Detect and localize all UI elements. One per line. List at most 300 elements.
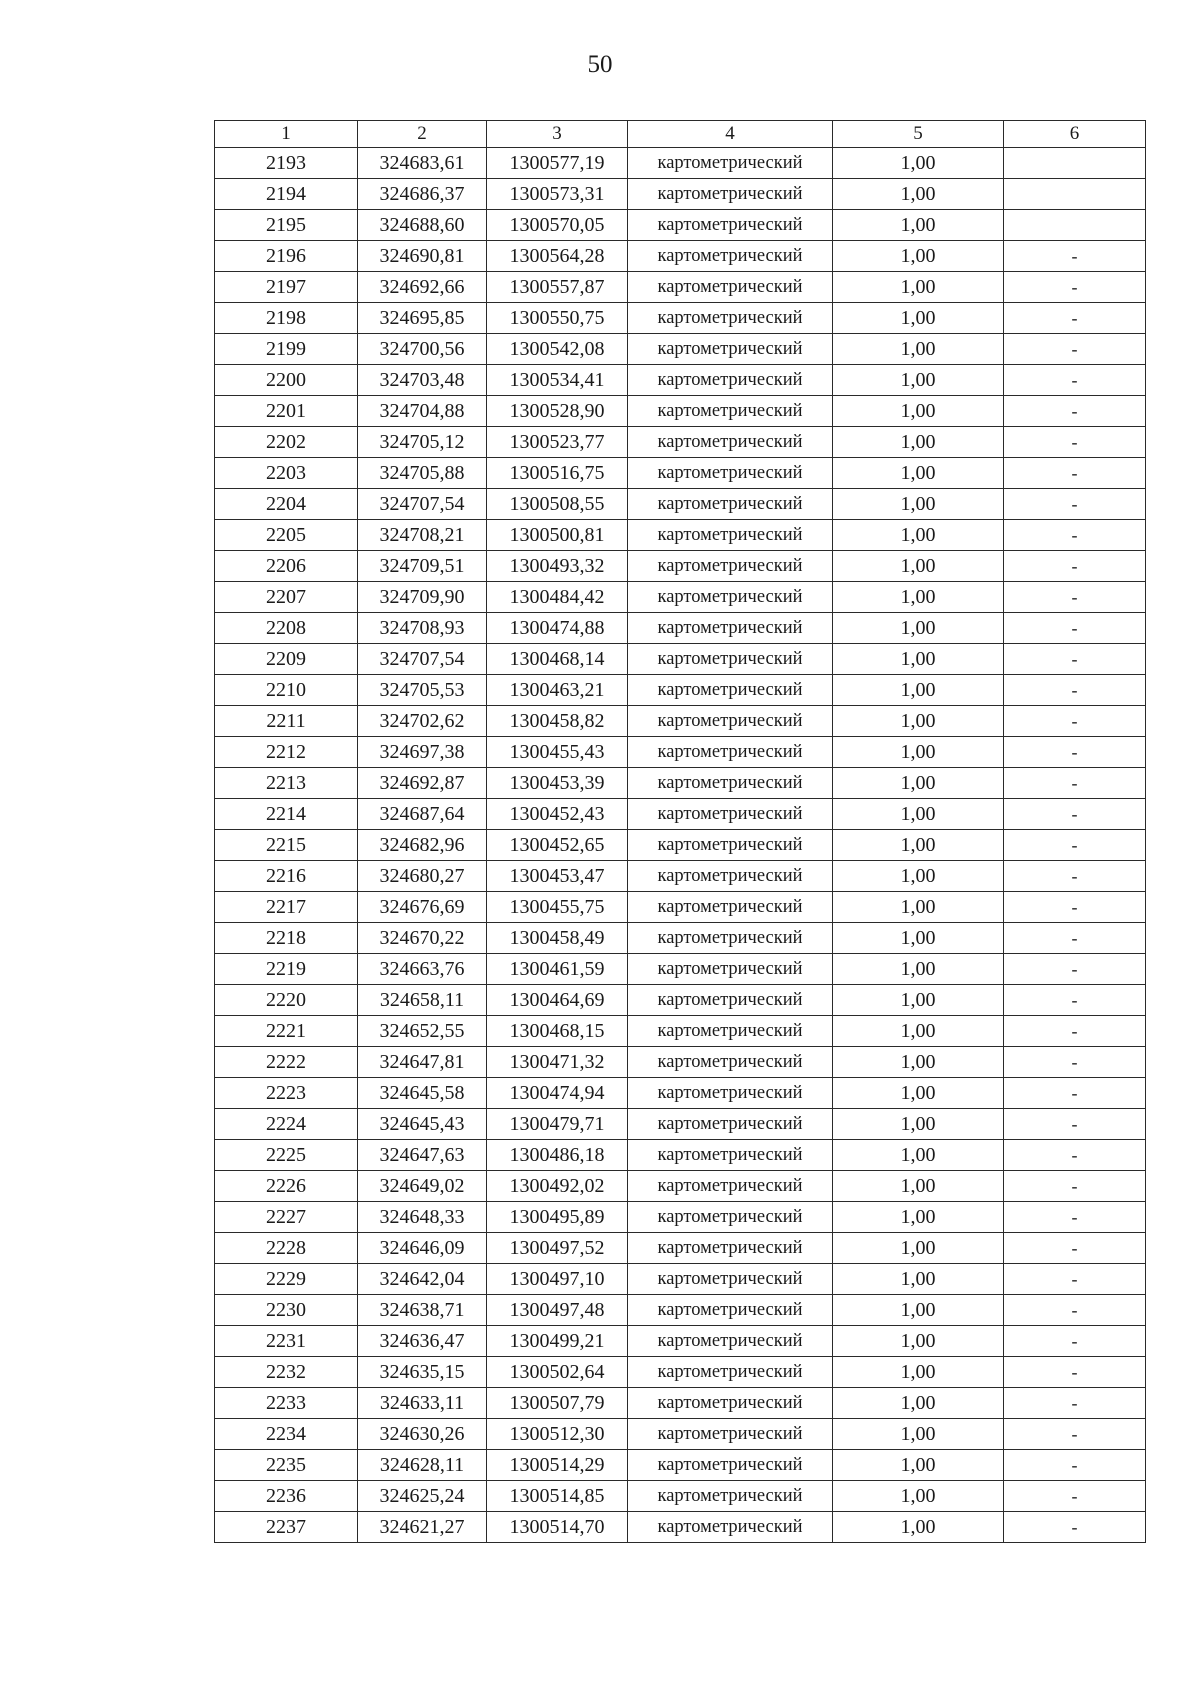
accuracy-cell: 1,00	[833, 458, 1004, 489]
accuracy-cell: 1,00	[833, 1419, 1004, 1450]
note-cell: -	[1004, 1078, 1146, 1109]
column-header-4: 4	[628, 121, 833, 148]
point-number-cell: 2202	[215, 427, 358, 458]
accuracy-cell: 1,00	[833, 830, 1004, 861]
y-coordinate-cell: 1300497,48	[487, 1295, 628, 1326]
point-number-cell: 2226	[215, 1171, 358, 1202]
note-cell: -	[1004, 737, 1146, 768]
table-row	[215, 334, 1146, 365]
table-row	[215, 830, 1146, 861]
y-coordinate-cell: 1300514,70	[487, 1512, 628, 1543]
point-number-cell: 2196	[215, 241, 358, 272]
column-header-6: 6	[1004, 121, 1146, 148]
accuracy-cell: 1,00	[833, 551, 1004, 582]
accuracy-cell: 1,00	[833, 892, 1004, 923]
column-header-5: 5	[833, 121, 1004, 148]
x-coordinate-cell: 324646,09	[358, 1233, 487, 1264]
method-cell: картометрический	[628, 520, 833, 551]
y-coordinate-cell: 1300542,08	[487, 334, 628, 365]
accuracy-cell: 1,00	[833, 1202, 1004, 1233]
x-coordinate-cell: 324692,87	[358, 768, 487, 799]
method-cell: картометрический	[628, 706, 833, 737]
x-coordinate-cell: 324707,54	[358, 644, 487, 675]
accuracy-cell: 1,00	[833, 1109, 1004, 1140]
x-coordinate-cell: 324670,22	[358, 923, 487, 954]
table-row	[215, 210, 1146, 241]
note-cell: -	[1004, 1016, 1146, 1047]
note-cell: -	[1004, 365, 1146, 396]
note-cell: -	[1004, 241, 1146, 272]
point-number-cell: 2222	[215, 1047, 358, 1078]
method-cell: картометрический	[628, 489, 833, 520]
method-cell: картометрический	[628, 613, 833, 644]
note-cell: -	[1004, 1357, 1146, 1388]
point-number-cell: 2193	[215, 148, 358, 179]
accuracy-cell: 1,00	[833, 1295, 1004, 1326]
x-coordinate-cell: 324697,38	[358, 737, 487, 768]
y-coordinate-cell: 1300471,32	[487, 1047, 628, 1078]
column-header-2: 2	[358, 121, 487, 148]
method-cell: картометрический	[628, 396, 833, 427]
y-coordinate-cell: 1300508,55	[487, 489, 628, 520]
note-cell: -	[1004, 1388, 1146, 1419]
table-row	[215, 1202, 1146, 1233]
x-coordinate-cell: 324638,71	[358, 1295, 487, 1326]
point-number-cell: 2223	[215, 1078, 358, 1109]
note-cell: -	[1004, 923, 1146, 954]
point-number-cell: 2194	[215, 179, 358, 210]
method-cell: картометрический	[628, 1047, 833, 1078]
table-row	[215, 1357, 1146, 1388]
x-coordinate-cell: 324633,11	[358, 1388, 487, 1419]
table-row	[215, 396, 1146, 427]
table-row	[215, 241, 1146, 272]
accuracy-cell: 1,00	[833, 613, 1004, 644]
table-row	[215, 1264, 1146, 1295]
point-number-cell: 2227	[215, 1202, 358, 1233]
accuracy-cell: 1,00	[833, 520, 1004, 551]
note-cell: -	[1004, 675, 1146, 706]
x-coordinate-cell: 324686,37	[358, 179, 487, 210]
method-cell: картометрический	[628, 830, 833, 861]
y-coordinate-cell: 1300512,30	[487, 1419, 628, 1450]
x-coordinate-cell: 324709,51	[358, 551, 487, 582]
y-coordinate-cell: 1300461,59	[487, 954, 628, 985]
x-coordinate-cell: 324648,33	[358, 1202, 487, 1233]
table-row	[215, 1512, 1146, 1543]
table-row	[215, 179, 1146, 210]
x-coordinate-cell: 324680,27	[358, 861, 487, 892]
method-cell: картометрический	[628, 1419, 833, 1450]
table-row	[215, 1295, 1146, 1326]
note-cell: -	[1004, 1326, 1146, 1357]
note-cell: -	[1004, 861, 1146, 892]
y-coordinate-cell: 1300455,75	[487, 892, 628, 923]
point-number-cell: 2207	[215, 582, 358, 613]
y-coordinate-cell: 1300493,32	[487, 551, 628, 582]
x-coordinate-cell: 324704,88	[358, 396, 487, 427]
note-cell: -	[1004, 427, 1146, 458]
point-number-cell: 2197	[215, 272, 358, 303]
x-coordinate-cell: 324630,26	[358, 1419, 487, 1450]
note-cell: -	[1004, 272, 1146, 303]
accuracy-cell: 1,00	[833, 954, 1004, 985]
x-coordinate-cell: 324625,24	[358, 1481, 487, 1512]
point-number-cell: 2221	[215, 1016, 358, 1047]
note-cell: -	[1004, 954, 1146, 985]
method-cell: картометрический	[628, 1109, 833, 1140]
x-coordinate-cell: 324705,12	[358, 427, 487, 458]
y-coordinate-cell: 1300474,94	[487, 1078, 628, 1109]
accuracy-cell: 1,00	[833, 768, 1004, 799]
y-coordinate-cell: 1300463,21	[487, 675, 628, 706]
accuracy-cell: 1,00	[833, 1512, 1004, 1543]
x-coordinate-cell: 324676,69	[358, 892, 487, 923]
note-cell: -	[1004, 644, 1146, 675]
y-coordinate-cell: 1300557,87	[487, 272, 628, 303]
point-number-cell: 2230	[215, 1295, 358, 1326]
x-coordinate-cell: 324645,43	[358, 1109, 487, 1140]
x-coordinate-cell: 324682,96	[358, 830, 487, 861]
point-number-cell: 2208	[215, 613, 358, 644]
note-cell: -	[1004, 1450, 1146, 1481]
point-number-cell: 2225	[215, 1140, 358, 1171]
point-number-cell: 2204	[215, 489, 358, 520]
table-row	[215, 1233, 1146, 1264]
y-coordinate-cell: 1300497,52	[487, 1233, 628, 1264]
method-cell: картометрический	[628, 1295, 833, 1326]
accuracy-cell: 1,00	[833, 675, 1004, 706]
accuracy-cell: 1,00	[833, 737, 1004, 768]
table-row	[215, 458, 1146, 489]
table-row	[215, 799, 1146, 830]
note-cell: -	[1004, 1171, 1146, 1202]
note-cell: -	[1004, 396, 1146, 427]
y-coordinate-cell: 1300502,64	[487, 1357, 628, 1388]
x-coordinate-cell: 324705,53	[358, 675, 487, 706]
accuracy-cell: 1,00	[833, 303, 1004, 334]
table-row	[215, 427, 1146, 458]
table-row	[215, 861, 1146, 892]
point-number-cell: 2232	[215, 1357, 358, 1388]
accuracy-cell: 1,00	[833, 1264, 1004, 1295]
point-number-cell: 2228	[215, 1233, 358, 1264]
accuracy-cell: 1,00	[833, 489, 1004, 520]
table-row	[215, 1388, 1146, 1419]
y-coordinate-cell: 1300453,39	[487, 768, 628, 799]
method-cell: картометрический	[628, 365, 833, 396]
y-coordinate-cell: 1300495,89	[487, 1202, 628, 1233]
point-number-cell: 2214	[215, 799, 358, 830]
note-cell: -	[1004, 1202, 1146, 1233]
x-coordinate-cell: 324692,66	[358, 272, 487, 303]
point-number-cell: 2218	[215, 923, 358, 954]
point-number-cell: 2210	[215, 675, 358, 706]
y-coordinate-cell: 1300497,10	[487, 1264, 628, 1295]
x-coordinate-cell: 324687,64	[358, 799, 487, 830]
table-header-row	[215, 121, 1146, 148]
y-coordinate-cell: 1300570,05	[487, 210, 628, 241]
table-row	[215, 520, 1146, 551]
note-cell: -	[1004, 1295, 1146, 1326]
table-row	[215, 613, 1146, 644]
x-coordinate-cell: 324683,61	[358, 148, 487, 179]
y-coordinate-cell: 1300573,31	[487, 179, 628, 210]
method-cell: картометрический	[628, 985, 833, 1016]
y-coordinate-cell: 1300452,65	[487, 830, 628, 861]
x-coordinate-cell: 324695,85	[358, 303, 487, 334]
point-number-cell: 2199	[215, 334, 358, 365]
point-number-cell: 2235	[215, 1450, 358, 1481]
method-cell: картометрический	[628, 892, 833, 923]
note-cell: -	[1004, 489, 1146, 520]
accuracy-cell: 1,00	[833, 644, 1004, 675]
method-cell: картометрический	[628, 1233, 833, 1264]
note-cell: -	[1004, 551, 1146, 582]
table-row	[215, 706, 1146, 737]
table-row	[215, 675, 1146, 706]
accuracy-cell: 1,00	[833, 923, 1004, 954]
point-number-cell: 2234	[215, 1419, 358, 1450]
accuracy-cell: 1,00	[833, 1047, 1004, 1078]
point-number-cell: 2215	[215, 830, 358, 861]
y-coordinate-cell: 1300452,43	[487, 799, 628, 830]
point-number-cell: 2201	[215, 396, 358, 427]
y-coordinate-cell: 1300468,15	[487, 1016, 628, 1047]
x-coordinate-cell: 324647,81	[358, 1047, 487, 1078]
x-coordinate-cell: 324708,21	[358, 520, 487, 551]
x-coordinate-cell: 324690,81	[358, 241, 487, 272]
y-coordinate-cell: 1300550,75	[487, 303, 628, 334]
note-cell: -	[1004, 334, 1146, 365]
y-coordinate-cell: 1300500,81	[487, 520, 628, 551]
table-row	[215, 768, 1146, 799]
accuracy-cell: 1,00	[833, 1078, 1004, 1109]
method-cell: картометрический	[628, 675, 833, 706]
accuracy-cell: 1,00	[833, 148, 1004, 179]
method-cell: картометрический	[628, 1264, 833, 1295]
accuracy-cell: 1,00	[833, 799, 1004, 830]
x-coordinate-cell: 324707,54	[358, 489, 487, 520]
note-cell: -	[1004, 1140, 1146, 1171]
method-cell: картометрический	[628, 799, 833, 830]
table-row	[215, 1481, 1146, 1512]
table-row	[215, 1326, 1146, 1357]
method-cell: картометрический	[628, 1202, 833, 1233]
method-cell: картометрический	[628, 1512, 833, 1543]
point-number-cell: 2236	[215, 1481, 358, 1512]
x-coordinate-cell: 324658,11	[358, 985, 487, 1016]
note-cell: -	[1004, 613, 1146, 644]
note-cell: -	[1004, 1264, 1146, 1295]
accuracy-cell: 1,00	[833, 1016, 1004, 1047]
column-header-3: 3	[487, 121, 628, 148]
table-row	[215, 1450, 1146, 1481]
accuracy-cell: 1,00	[833, 241, 1004, 272]
point-number-cell: 2213	[215, 768, 358, 799]
y-coordinate-cell: 1300528,90	[487, 396, 628, 427]
table-row	[215, 1171, 1146, 1202]
accuracy-cell: 1,00	[833, 861, 1004, 892]
note-cell	[1004, 210, 1146, 241]
accuracy-cell: 1,00	[833, 582, 1004, 613]
method-cell: картометрический	[628, 427, 833, 458]
accuracy-cell: 1,00	[833, 1171, 1004, 1202]
table-row	[215, 551, 1146, 582]
method-cell: картометрический	[628, 1326, 833, 1357]
accuracy-cell: 1,00	[833, 1450, 1004, 1481]
method-cell: картометрический	[628, 1481, 833, 1512]
note-cell: -	[1004, 1512, 1146, 1543]
x-coordinate-cell: 324636,47	[358, 1326, 487, 1357]
x-coordinate-cell: 324702,62	[358, 706, 487, 737]
note-cell: -	[1004, 830, 1146, 861]
table-row	[215, 1078, 1146, 1109]
table-row	[215, 1047, 1146, 1078]
table-row	[215, 582, 1146, 613]
method-cell: картометрический	[628, 148, 833, 179]
method-cell: картометрический	[628, 1388, 833, 1419]
x-coordinate-cell: 324652,55	[358, 1016, 487, 1047]
accuracy-cell: 1,00	[833, 1140, 1004, 1171]
note-cell: -	[1004, 768, 1146, 799]
note-cell: -	[1004, 706, 1146, 737]
accuracy-cell: 1,00	[833, 365, 1004, 396]
accuracy-cell: 1,00	[833, 179, 1004, 210]
accuracy-cell: 1,00	[833, 427, 1004, 458]
method-cell: картометрический	[628, 1171, 833, 1202]
accuracy-cell: 1,00	[833, 1388, 1004, 1419]
x-coordinate-cell: 324628,11	[358, 1450, 487, 1481]
point-number-cell: 2205	[215, 520, 358, 551]
y-coordinate-cell: 1300523,77	[487, 427, 628, 458]
table-row	[215, 489, 1146, 520]
table-row	[215, 1016, 1146, 1047]
table-row	[215, 1419, 1146, 1450]
method-cell: картометрический	[628, 303, 833, 334]
method-cell: картометрический	[628, 1357, 833, 1388]
table-row	[215, 985, 1146, 1016]
x-coordinate-cell: 324703,48	[358, 365, 487, 396]
x-coordinate-cell: 324642,04	[358, 1264, 487, 1295]
method-cell: картометрический	[628, 1140, 833, 1171]
point-number-cell: 2231	[215, 1326, 358, 1357]
y-coordinate-cell: 1300453,47	[487, 861, 628, 892]
method-cell: картометрический	[628, 1078, 833, 1109]
y-coordinate-cell: 1300514,85	[487, 1481, 628, 1512]
table-row	[215, 892, 1146, 923]
x-coordinate-cell: 324663,76	[358, 954, 487, 985]
table-row	[215, 923, 1146, 954]
method-cell: картометрический	[628, 768, 833, 799]
method-cell: картометрический	[628, 737, 833, 768]
method-cell: картометрический	[628, 551, 833, 582]
method-cell: картометрический	[628, 458, 833, 489]
note-cell: -	[1004, 303, 1146, 334]
method-cell: картометрический	[628, 861, 833, 892]
table-row	[215, 148, 1146, 179]
point-number-cell: 2203	[215, 458, 358, 489]
y-coordinate-cell: 1300492,02	[487, 1171, 628, 1202]
point-number-cell: 2211	[215, 706, 358, 737]
coordinates-table	[214, 120, 1146, 1543]
table-row	[215, 644, 1146, 675]
point-number-cell: 2224	[215, 1109, 358, 1140]
accuracy-cell: 1,00	[833, 334, 1004, 365]
x-coordinate-cell: 324700,56	[358, 334, 487, 365]
y-coordinate-cell: 1300484,42	[487, 582, 628, 613]
point-number-cell: 2200	[215, 365, 358, 396]
y-coordinate-cell: 1300458,49	[487, 923, 628, 954]
point-number-cell: 2220	[215, 985, 358, 1016]
accuracy-cell: 1,00	[833, 1233, 1004, 1264]
y-coordinate-cell: 1300514,29	[487, 1450, 628, 1481]
point-number-cell: 2212	[215, 737, 358, 768]
x-coordinate-cell: 324649,02	[358, 1171, 487, 1202]
accuracy-cell: 1,00	[833, 1326, 1004, 1357]
y-coordinate-cell: 1300464,69	[487, 985, 628, 1016]
y-coordinate-cell: 1300499,21	[487, 1326, 628, 1357]
y-coordinate-cell: 1300486,18	[487, 1140, 628, 1171]
x-coordinate-cell: 324635,15	[358, 1357, 487, 1388]
accuracy-cell: 1,00	[833, 272, 1004, 303]
table-row	[215, 272, 1146, 303]
point-number-cell: 2229	[215, 1264, 358, 1295]
y-coordinate-cell: 1300507,79	[487, 1388, 628, 1419]
table-row	[215, 954, 1146, 985]
method-cell: картометрический	[628, 1450, 833, 1481]
y-coordinate-cell: 1300468,14	[487, 644, 628, 675]
x-coordinate-cell: 324621,27	[358, 1512, 487, 1543]
x-coordinate-cell: 324708,93	[358, 613, 487, 644]
y-coordinate-cell: 1300455,43	[487, 737, 628, 768]
table-row	[215, 303, 1146, 334]
accuracy-cell: 1,00	[833, 706, 1004, 737]
y-coordinate-cell: 1300474,88	[487, 613, 628, 644]
method-cell: картометрический	[628, 179, 833, 210]
table-body	[215, 148, 1146, 1543]
accuracy-cell: 1,00	[833, 1357, 1004, 1388]
y-coordinate-cell: 1300516,75	[487, 458, 628, 489]
note-cell: -	[1004, 1481, 1146, 1512]
table-row	[215, 1109, 1146, 1140]
accuracy-cell: 1,00	[833, 396, 1004, 427]
point-number-cell: 2233	[215, 1388, 358, 1419]
note-cell: -	[1004, 985, 1146, 1016]
method-cell: картометрический	[628, 954, 833, 985]
point-number-cell: 2237	[215, 1512, 358, 1543]
note-cell: -	[1004, 1419, 1146, 1450]
note-cell: -	[1004, 799, 1146, 830]
x-coordinate-cell: 324688,60	[358, 210, 487, 241]
note-cell	[1004, 148, 1146, 179]
y-coordinate-cell: 1300577,19	[487, 148, 628, 179]
method-cell: картометрический	[628, 334, 833, 365]
table-row	[215, 365, 1146, 396]
y-coordinate-cell: 1300479,71	[487, 1109, 628, 1140]
page-number: 50	[587, 51, 613, 78]
x-coordinate-cell: 324645,58	[358, 1078, 487, 1109]
method-cell: картометрический	[628, 241, 833, 272]
note-cell: -	[1004, 1047, 1146, 1078]
method-cell: картометрический	[628, 1016, 833, 1047]
note-cell: -	[1004, 1233, 1146, 1264]
accuracy-cell: 1,00	[833, 985, 1004, 1016]
note-cell: -	[1004, 892, 1146, 923]
point-number-cell: 2219	[215, 954, 358, 985]
note-cell: -	[1004, 458, 1146, 489]
note-cell	[1004, 179, 1146, 210]
